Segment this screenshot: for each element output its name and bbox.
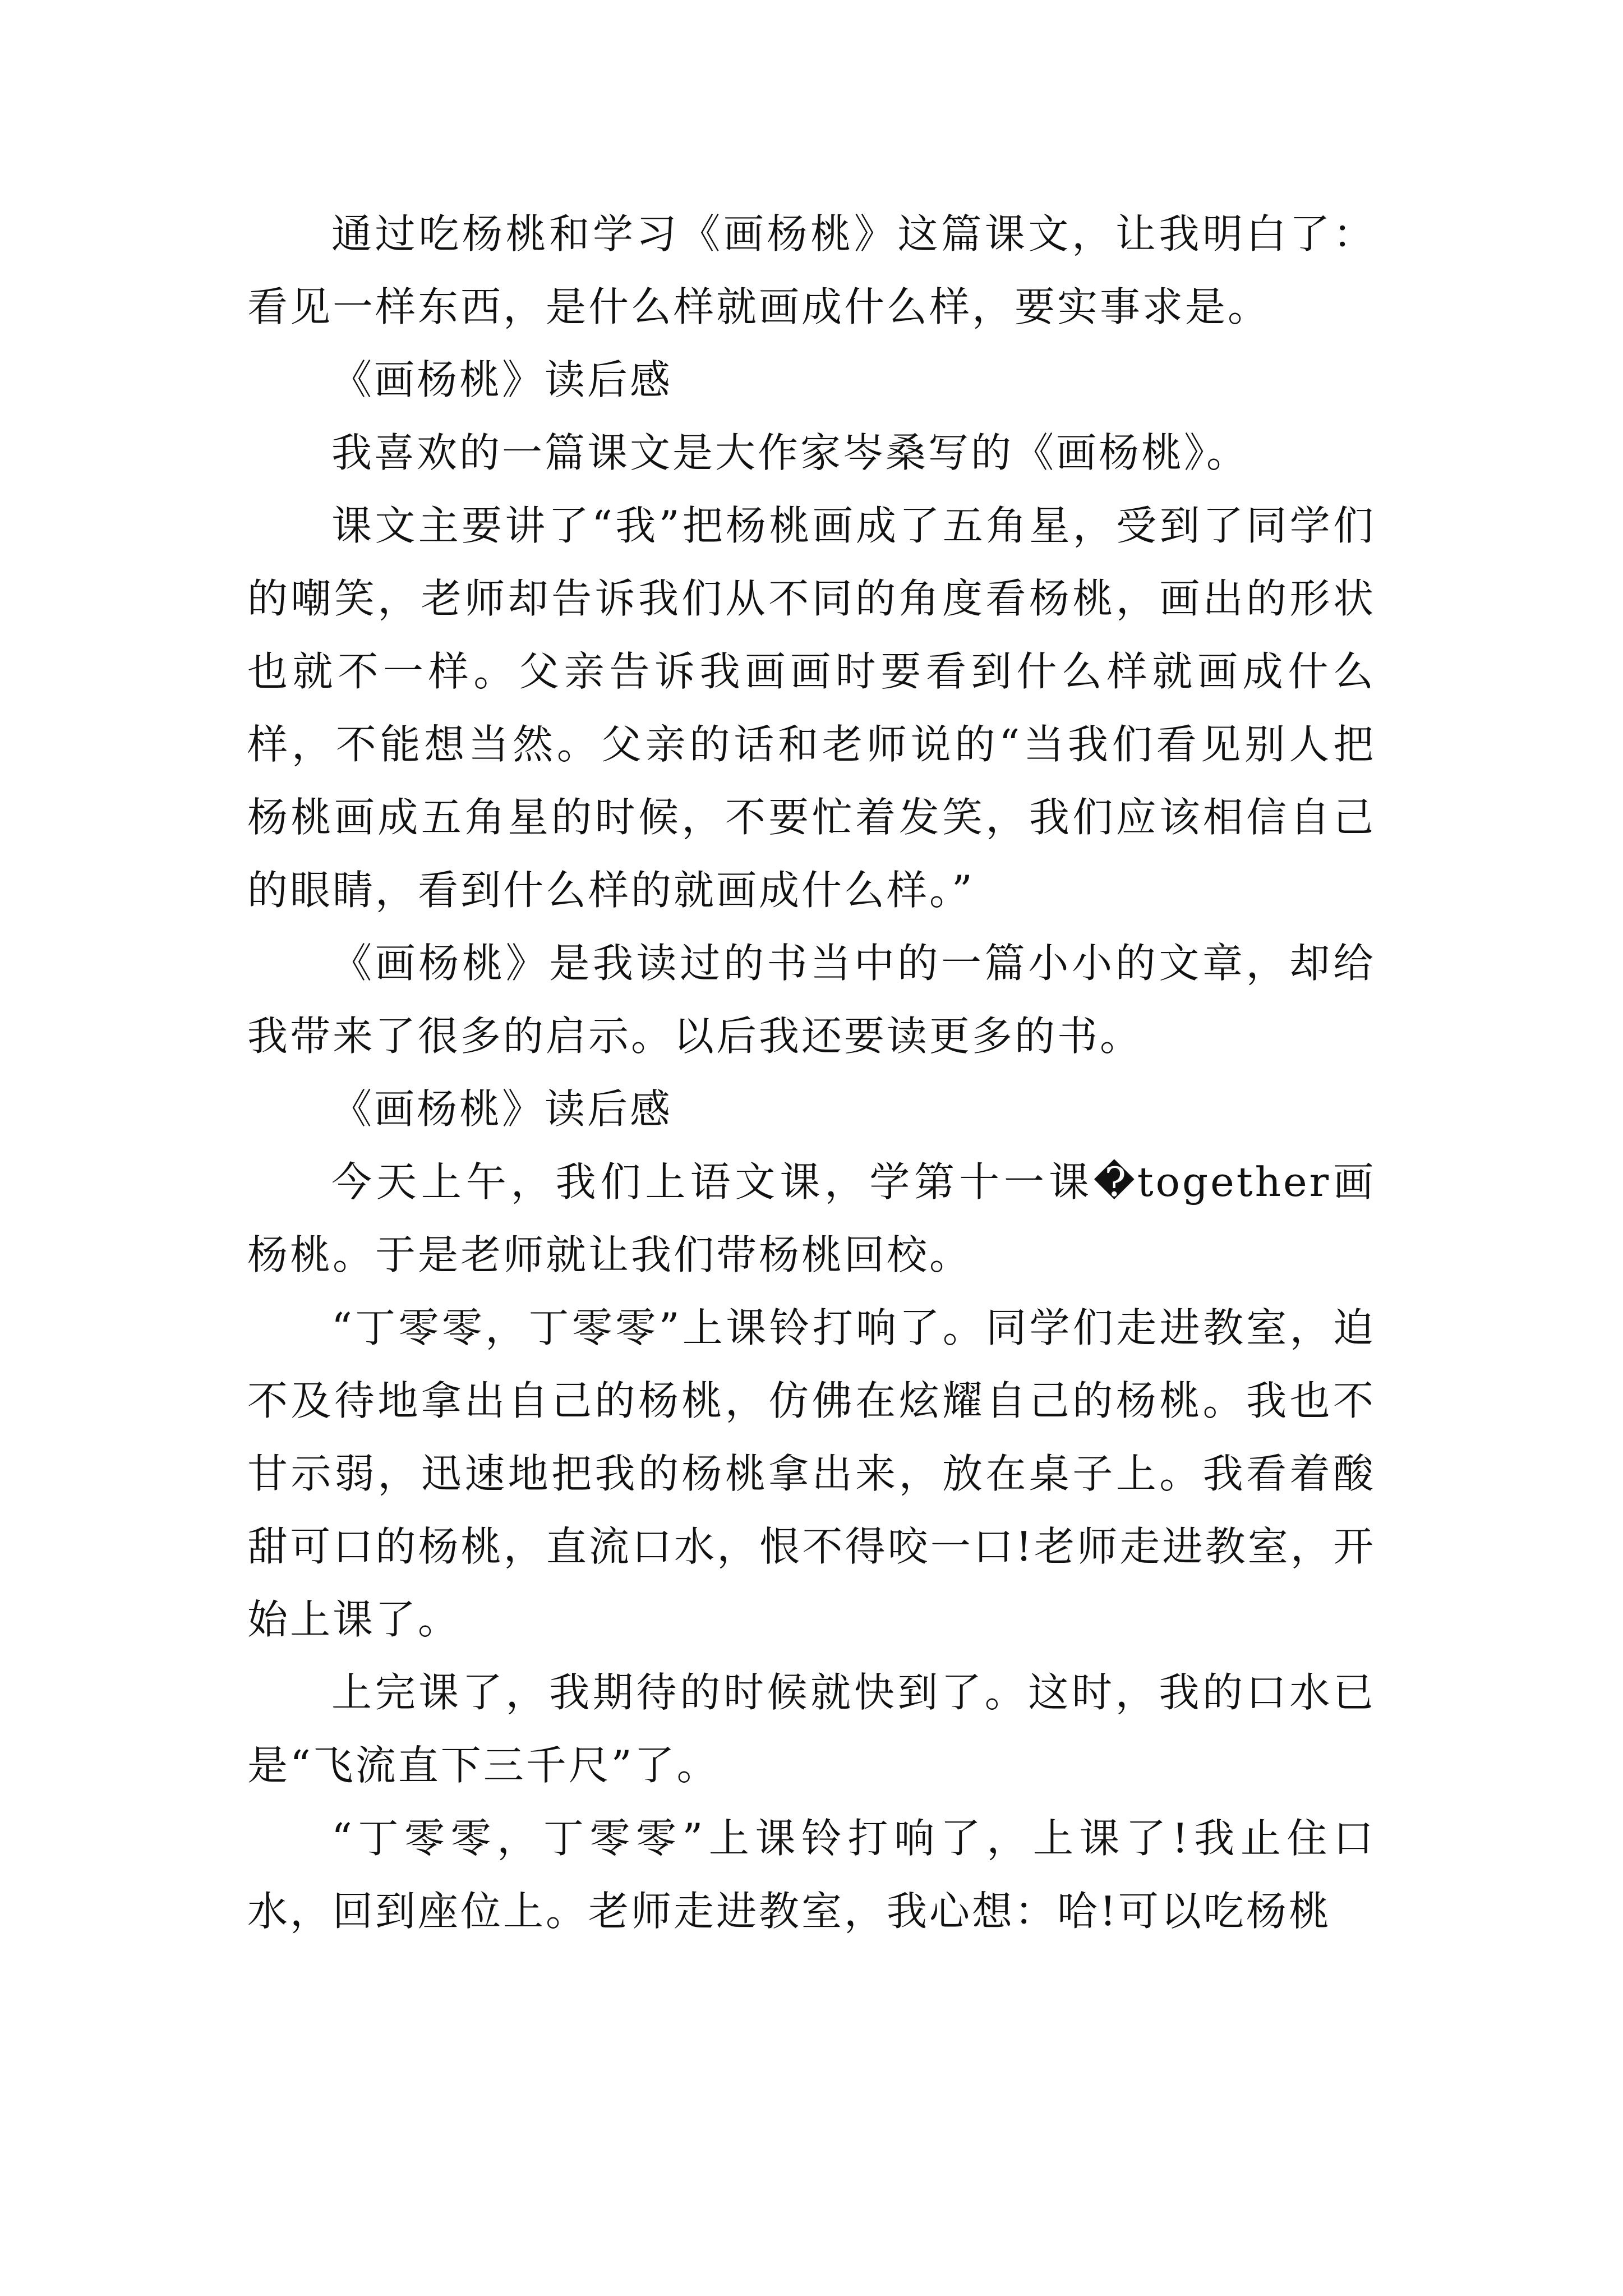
- paragraph-2: 我喜欢的一篇课文是大作家岑桑写的《画杨桃》。: [331, 429, 1249, 476]
- paragraph-1: 通过吃杨桃和学习《画杨桃》这篇课文，让我明白了：看见一样东西，是什么样就画成什么样，要实事求是。: [247, 210, 1376, 330]
- section-title-1: 《画杨桃》读后感: [331, 356, 673, 403]
- paragraph-5: 今天上午，我们上语文课，学第十一课�together画杨桃。于是老师就让我们带杨桃回校。: [247, 1158, 1376, 1278]
- section-title-2: 《画杨桃》读后感: [331, 1085, 673, 1133]
- paragraph-8: “丁零零，丁零零”上课铃打响了，上课了!我止住口水，回到座位上。老师走进教室，我心想：哈!可以吃杨桃: [247, 1815, 1376, 1935]
- paragraph-6: “丁零零，丁零零”上课铃打响了。同学们走进教室，迫不及待地拿出自己的杨桃，仿佛在炫耀自己的杨桃。我也不甘示弱，迅速地把我的杨桃拿出来，放在桌子上。我看着酸甜可口的杨桃，直流口水，恨不得咬一口!老师走进教室，开始上课了。: [247, 1304, 1376, 1643]
- paragraph-7: 上完课了，我期待的时候就快到了。这时，我的口水已是“飞流直下三千尺”了。: [247, 1669, 1376, 1789]
- paragraph-3: 课文主要讲了“我”把杨桃画成了五角星，受到了同学们的嘲笑，老师却告诉我们从不同的角度看杨桃，画出的形状也就不一样。父亲告诉我画画时要看到什么样就画成什么样，不能想当然。父亲的话和老师说的“当我们看见别人把杨桃画成五角星的时候，不要忙着发笑，我们应该相信自己的眼睛，看到什么样的就画成什么样。”: [247, 502, 1376, 914]
- paragraph-4: 《画杨桃》是我读过的书当中的一篇小小的文章，却给我带来了很多的启示。以后我还要读更多的书。: [247, 940, 1376, 1060]
- document-body: [247, 197, 1376, 1948]
